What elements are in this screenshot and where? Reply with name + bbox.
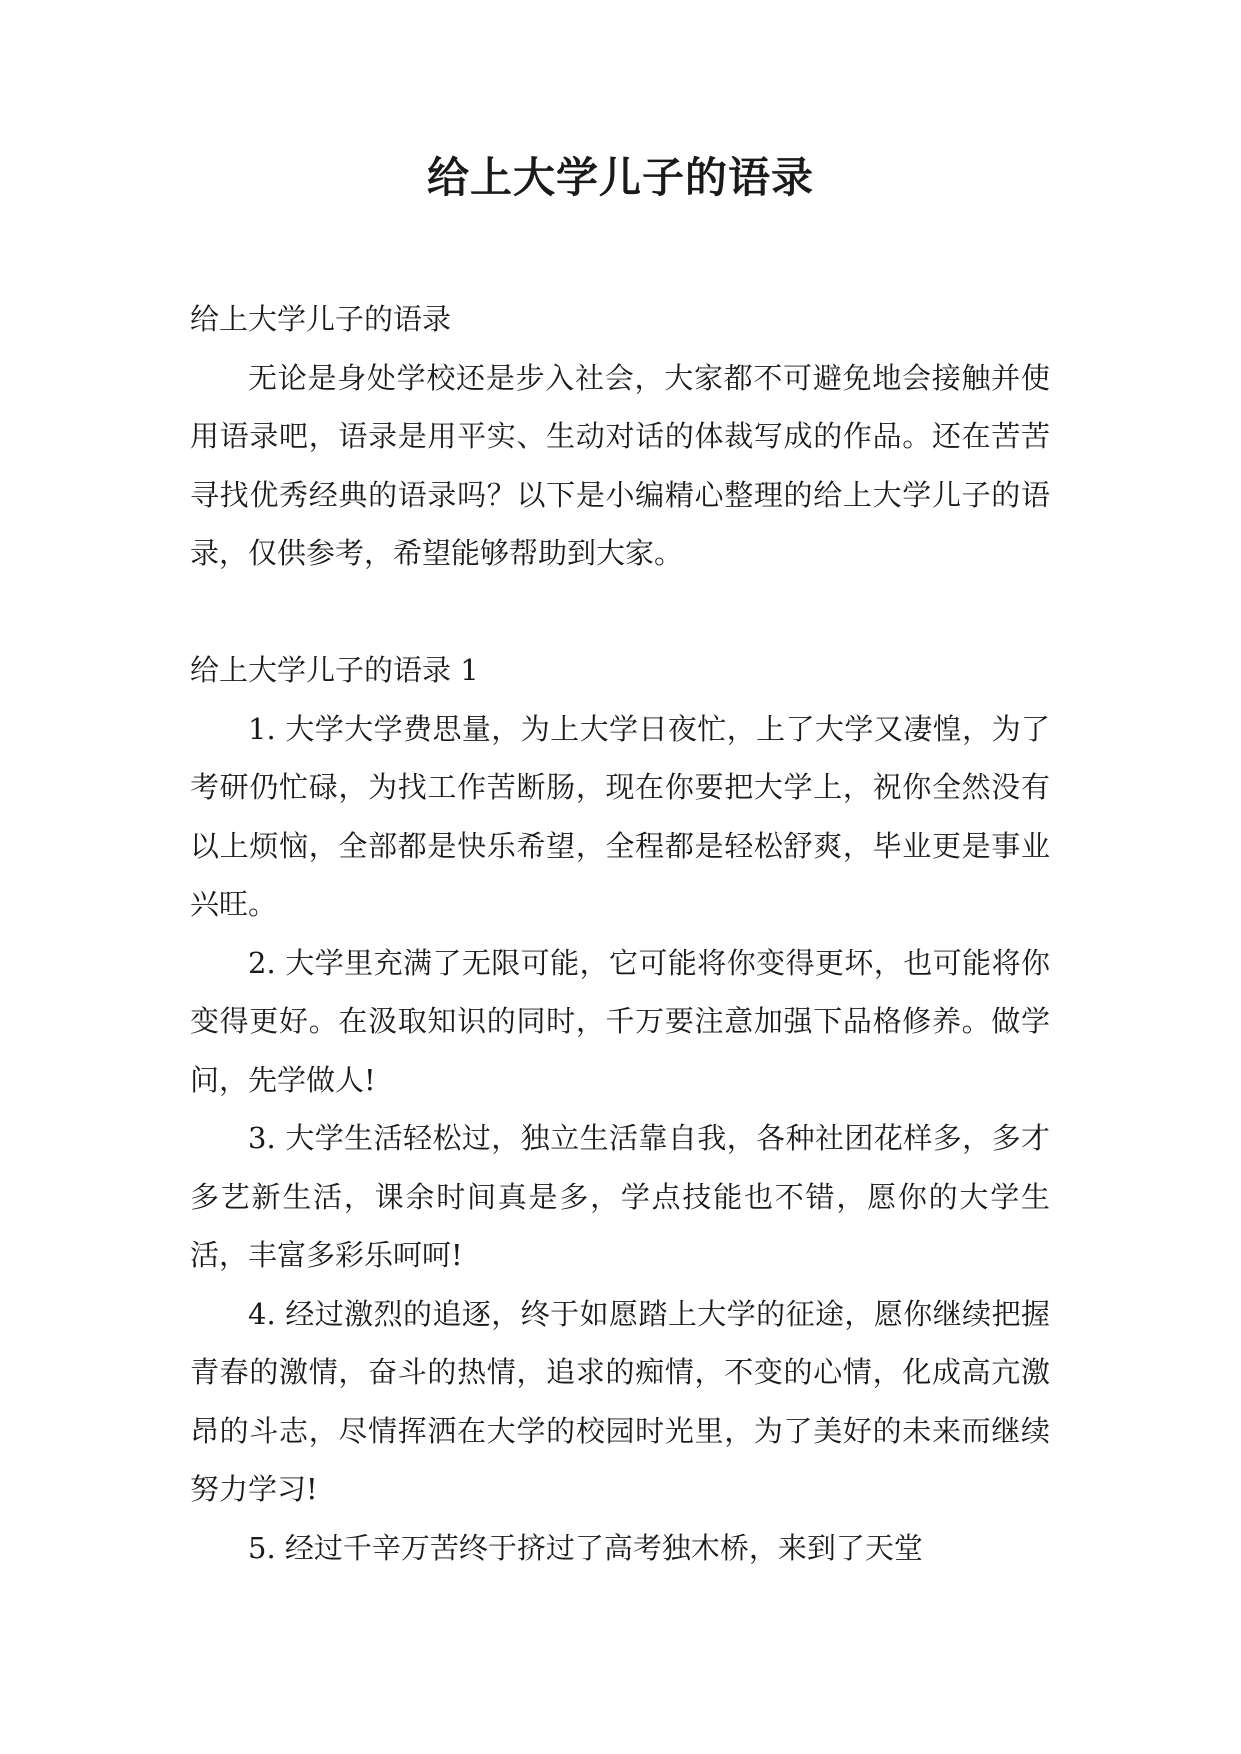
section-heading: 给上大学儿子的语录 1	[190, 653, 479, 687]
quote-item-5: 5. 经过千辛万苦终于挤过了高考独木桥，来到了天堂	[248, 1530, 923, 1565]
quote-item-1: 1. 大学大学费思量，为上大学日夜忙，上了大学又凄惶，为了考研仍忙碌，为找工作苦断肠，现在你要把大学上，祝你全然没有以上烦恼，全部都是快乐希望，全程都是轻松舒爽，毕业更是事业兴旺。	[190, 711, 1050, 921]
document-title: 给上大学儿子的语录	[426, 153, 814, 202]
quote-item-4: 4. 经过激烈的追逐，终于如愿踏上大学的征途，愿你继续把握青春的激情，奋斗的热情，追求的痴情，不变的心情，化成高亢激昂的斗志，尽情挥洒在大学的校园时光里，为了美好的未来而继续努力学习!	[190, 1296, 1050, 1506]
section-spacer	[190, 583, 1050, 642]
intro-paragraph: 无论是身处学校还是步入社会，大家都不可避免地会接触并使用语录吧，语录是用平实、生动对话的体裁写成的作品。还在苦苦寻找优秀经典的语录吗？以下是小编精心整理的给上大学儿子的语录，仅供参考，希望能够帮助到大家。	[190, 360, 1050, 570]
quote-item-3: 3. 大学生活轻松过，独立生活靠自我，各种社团花样多，多才多艺新生活，课余时间真是多，学点技能也不错，愿你的大学生活，丰富多彩乐呵呵!	[190, 1121, 1050, 1272]
quote-item-2: 2. 大学里充满了无限可能，它可能将你变得更坏，也可能将你变得更好。在汲取知识的同时，千万要注意加强下品格修养。做学问，先学做人!	[190, 945, 1050, 1097]
document-body	[190, 290, 1050, 1577]
intro-heading: 给上大学儿子的语录	[190, 302, 452, 336]
